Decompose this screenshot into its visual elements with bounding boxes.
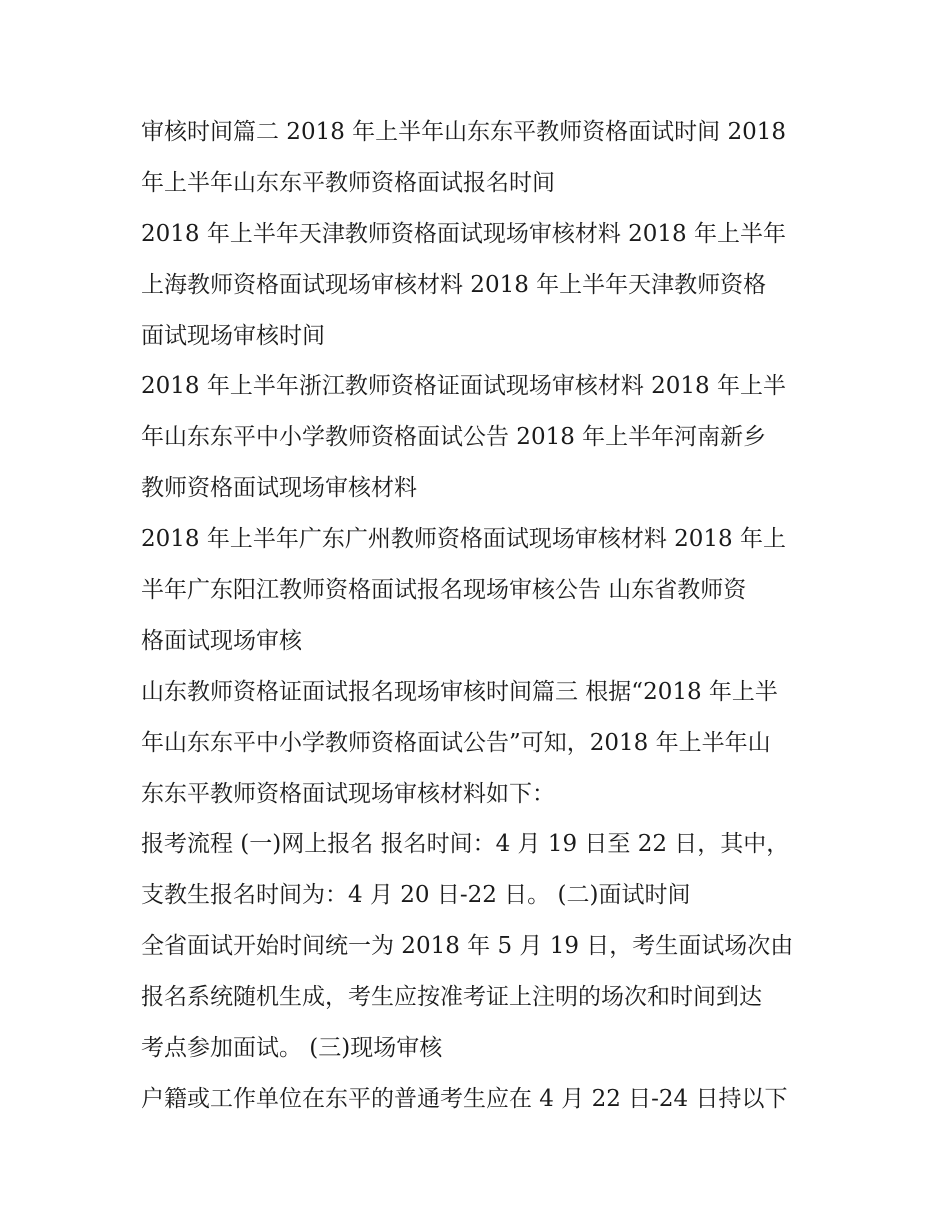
text-line: 格面试现场审核 [141,627,302,654]
text-line: 2018 年上半年浙江教师资格证面试现场审核材料 2018 年上半 [141,373,786,400]
text-line: 东东平教师资格面试现场审核材料如下： [141,780,555,807]
document-body [141,107,821,1125]
text-line: 户籍或工作单位在东平的普通考生应在 4 月 22 日-24 日持以下 [141,1085,788,1112]
text-line: 报名系统随机生成，考生应按准考证上注明的场次和时间到达 [141,984,762,1011]
text-line: 考点参加面试。 (三)现场审核 [141,1035,443,1062]
text-line: 面试现场审核时间 [141,322,325,349]
text-line: 支教生报名时间为：4 月 20 日-22 日。 (二)面试时间 [141,882,691,909]
text-line: 全省面试开始时间统一为 2018 年 5 月 19 日，考生面试场次由 [141,933,794,960]
text-line: 2018 年上半年广东广州教师资格面试现场审核材料 2018 年上 [141,526,786,553]
text-line: 上海教师资格面试现场审核材料 2018 年上半年天津教师资格 [141,271,767,298]
text-line: 教师资格面试现场审核材料 [141,475,417,502]
text-line: 报考流程 (一)网上报名 报名时间：4 月 19 日至 22 日，其中， [141,831,790,858]
text-line: 审核时间篇二 2018 年上半年山东东平教师资格面试时间 2018 [141,119,786,145]
text-line: 年山东东平中小学教师资格面试公告”可知，2018 年上半年山 [141,729,771,756]
text-line: 年上半年山东东平教师资格面试报名时间 [141,169,555,196]
text-line: 半年广东阳江教师资格面试报名现场审核公告 山东省教师资 [141,577,747,604]
text-line: 2018 年上半年天津教师资格面试现场审核材料 2018 年上半年 [141,220,786,247]
text-line: 年山东东平中小学教师资格面试公告 2018 年上半年河南新乡 [141,424,767,451]
text-line: 山东教师资格证面试报名现场审核时间篇三 根据“2018 年上半 [141,678,778,705]
